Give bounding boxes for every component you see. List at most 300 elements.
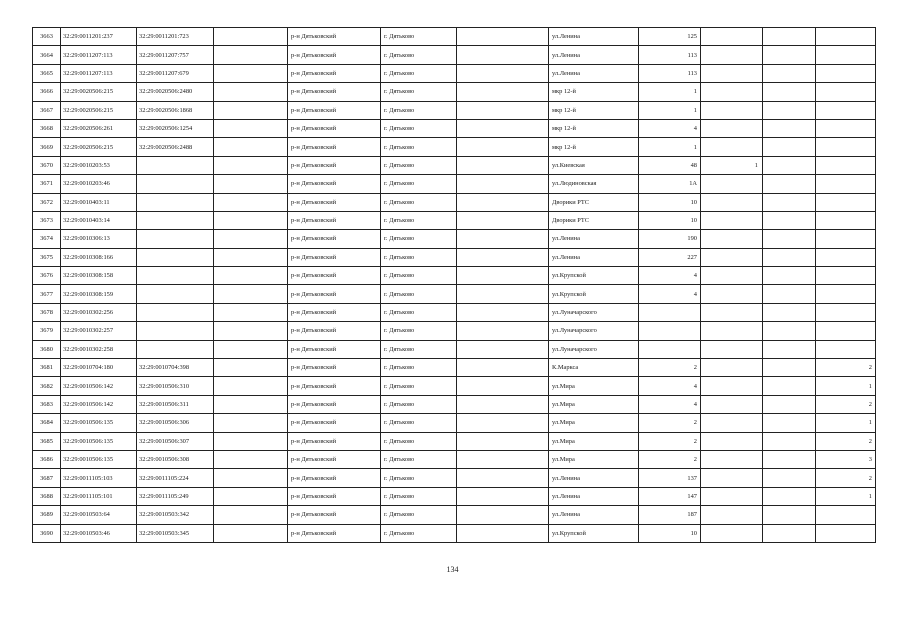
street-cell: ул.Мира [549,432,639,450]
row-number-cell: 3668 [33,119,61,137]
empty-cell [457,506,549,524]
street-cell: ул.Крупской [549,285,639,303]
empty-cell [214,28,288,46]
parcel-number-cell: 32:29:0010306:13 [61,230,137,248]
district-cell: р-н Дятьковский [288,377,381,395]
table-row [33,267,876,285]
unit-number-cell [816,175,876,193]
extra-number-cell: 1 [701,156,763,174]
extra-number-cell [701,83,763,101]
row-number-cell: 3675 [33,248,61,266]
parcel-number-cell: 32:29:0010203:53 [61,156,137,174]
district-cell: р-н Дятьковский [288,230,381,248]
extra-number-cell [701,506,763,524]
unit-number-cell [816,193,876,211]
parcel-number-cell: 32:29:0010203:46 [61,175,137,193]
street-cell: ул.Ленина [549,28,639,46]
district-cell: р-н Дятьковский [288,487,381,505]
table-body [33,28,876,543]
city-cell: г. Дятьково [381,156,457,174]
row-number-cell: 3682 [33,377,61,395]
empty-cell [214,138,288,156]
street-cell: ул.Мира [549,450,639,468]
empty-cell [214,469,288,487]
empty-cell [763,524,816,542]
extra-number-cell [701,28,763,46]
district-cell: р-н Дятьковский [288,395,381,413]
city-cell: г. Дятьково [381,487,457,505]
object-number-cell [137,156,214,174]
empty-cell [214,506,288,524]
object-number-cell: 32:29:0020506:1254 [137,119,214,137]
empty-cell [457,193,549,211]
extra-number-cell [701,211,763,229]
object-number-cell [137,211,214,229]
object-number-cell: 32:29:0011207:757 [137,46,214,64]
unit-number-cell: 2 [816,395,876,413]
empty-cell [214,101,288,119]
extra-number-cell [701,138,763,156]
empty-cell [457,64,549,82]
parcel-number-cell: 32:29:0010403:11 [61,193,137,211]
unit-number-cell [816,83,876,101]
district-cell: р-н Дятьковский [288,432,381,450]
unit-number-cell: 2 [816,469,876,487]
extra-number-cell [701,469,763,487]
unit-number-cell [816,211,876,229]
empty-cell [457,377,549,395]
table-row [33,377,876,395]
extra-number-cell [701,267,763,285]
city-cell: г. Дятьково [381,340,457,358]
street-cell: ул.Ленина [549,469,639,487]
city-cell: г. Дятьково [381,64,457,82]
street-cell: ул.Ленина [549,506,639,524]
street-cell: Дворики РТС [549,193,639,211]
empty-cell [457,432,549,450]
parcel-number-cell: 32:29:0010302:257 [61,322,137,340]
empty-cell [763,377,816,395]
empty-cell [214,340,288,358]
row-number-cell: 3689 [33,506,61,524]
empty-cell [214,46,288,64]
table-row [33,395,876,413]
extra-number-cell [701,64,763,82]
row-number-cell: 3684 [33,414,61,432]
city-cell: г. Дятьково [381,46,457,64]
city-cell: г. Дятьково [381,377,457,395]
house-number-cell: 1 [639,83,701,101]
table-row [33,432,876,450]
parcel-number-cell: 32:29:0020506:215 [61,83,137,101]
object-number-cell: 32:29:0010503:342 [137,506,214,524]
empty-cell [763,340,816,358]
empty-cell [763,101,816,119]
house-number-cell: 1 [639,101,701,119]
table-row [33,340,876,358]
extra-number-cell [701,119,763,137]
empty-cell [214,395,288,413]
house-number-cell: 4 [639,377,701,395]
district-cell: р-н Дятьковский [288,303,381,321]
unit-number-cell: 3 [816,450,876,468]
table-row [33,46,876,64]
extra-number-cell [701,395,763,413]
object-number-cell: 32:29:0011207:679 [137,64,214,82]
row-number-cell: 3679 [33,322,61,340]
city-cell: г. Дятьково [381,119,457,137]
row-number-cell: 3680 [33,340,61,358]
unit-number-cell [816,322,876,340]
house-number-cell: 113 [639,46,701,64]
row-number-cell: 3672 [33,193,61,211]
empty-cell [763,119,816,137]
unit-number-cell [816,64,876,82]
empty-cell [214,211,288,229]
city-cell: г. Дятьково [381,414,457,432]
parcel-number-cell: 32:29:0010302:256 [61,303,137,321]
street-cell: ул.Ленина [549,46,639,64]
table-row [33,506,876,524]
row-number-cell: 3690 [33,524,61,542]
unit-number-cell [816,267,876,285]
extra-number-cell [701,432,763,450]
street-cell: ул.Людиновская [549,175,639,193]
unit-number-cell [816,156,876,174]
city-cell: г. Дятьково [381,83,457,101]
empty-cell [214,359,288,377]
empty-cell [214,303,288,321]
house-number-cell: 113 [639,64,701,82]
unit-number-cell: 2 [816,359,876,377]
registry-table-container [32,27,875,543]
extra-number-cell [701,285,763,303]
city-cell: г. Дятьково [381,193,457,211]
object-number-cell [137,340,214,358]
table-row [33,83,876,101]
street-cell: ул.Мира [549,414,639,432]
empty-cell [763,469,816,487]
table-row [33,285,876,303]
city-cell: г. Дятьково [381,267,457,285]
street-cell: ул.Ленина [549,248,639,266]
district-cell: р-н Дятьковский [288,193,381,211]
table-row [33,211,876,229]
district-cell: р-н Дятьковский [288,340,381,358]
street-cell: ул.Киевская [549,156,639,174]
street-cell: мкр 12-й [549,119,639,137]
house-number-cell: 2 [639,432,701,450]
empty-cell [763,46,816,64]
unit-number-cell: 2 [816,432,876,450]
row-number-cell: 3677 [33,285,61,303]
empty-cell [457,119,549,137]
unit-number-cell [816,524,876,542]
district-cell: р-н Дятьковский [288,64,381,82]
unit-number-cell [816,303,876,321]
row-number-cell: 3676 [33,267,61,285]
house-number-cell [639,322,701,340]
district-cell: р-н Дятьковский [288,175,381,193]
unit-number-cell [816,119,876,137]
empty-cell [457,83,549,101]
district-cell: р-н Дятьковский [288,322,381,340]
street-cell: мкр 12-й [549,83,639,101]
house-number-cell [639,340,701,358]
object-number-cell [137,285,214,303]
empty-cell [763,175,816,193]
table-row [33,450,876,468]
row-number-cell: 3670 [33,156,61,174]
house-number-cell: 4 [639,395,701,413]
parcel-number-cell: 32:29:0020506:215 [61,138,137,156]
house-number-cell: 190 [639,230,701,248]
city-cell: г. Дятьково [381,303,457,321]
extra-number-cell [701,230,763,248]
object-number-cell [137,230,214,248]
parcel-number-cell: 32:29:0010308:158 [61,267,137,285]
table-row [33,524,876,542]
empty-cell [214,487,288,505]
extra-number-cell [701,193,763,211]
row-number-cell: 3678 [33,303,61,321]
empty-cell [214,83,288,101]
parcel-number-cell: 32:29:0011201:237 [61,28,137,46]
extra-number-cell [701,340,763,358]
empty-cell [763,450,816,468]
district-cell: р-н Дятьковский [288,156,381,174]
registry-table [32,27,876,543]
empty-cell [214,248,288,266]
object-number-cell: 32:29:0010704:398 [137,359,214,377]
district-cell: р-н Дятьковский [288,119,381,137]
empty-cell [763,506,816,524]
street-cell: ул.Ленина [549,487,639,505]
extra-number-cell [701,487,763,505]
street-cell: ул.Мира [549,395,639,413]
street-cell: ул.Луначарского [549,303,639,321]
street-cell: ул.Мира [549,377,639,395]
empty-cell [763,28,816,46]
district-cell: р-н Дятьковский [288,248,381,266]
street-cell: мкр 12-й [549,101,639,119]
table-row [33,119,876,137]
house-number-cell: 4 [639,285,701,303]
empty-cell [214,377,288,395]
empty-cell [457,395,549,413]
table-row [33,322,876,340]
house-number-cell: 2 [639,414,701,432]
parcel-number-cell: 32:29:0010506:135 [61,450,137,468]
parcel-number-cell: 32:29:0010506:142 [61,377,137,395]
street-cell: ул.Ленина [549,64,639,82]
empty-cell [214,119,288,137]
street-cell: мкр 12-й [549,138,639,156]
empty-cell [457,230,549,248]
extra-number-cell [701,377,763,395]
empty-cell [457,175,549,193]
empty-cell [214,175,288,193]
unit-number-cell: 1 [816,487,876,505]
object-number-cell: 32:29:0020506:1868 [137,101,214,119]
empty-cell [214,230,288,248]
table-row [33,193,876,211]
row-number-cell: 3686 [33,450,61,468]
extra-number-cell [701,46,763,64]
house-number-cell: 10 [639,524,701,542]
object-number-cell: 32:29:0010506:310 [137,377,214,395]
district-cell: р-н Дятьковский [288,450,381,468]
district-cell: р-н Дятьковский [288,506,381,524]
empty-cell [457,359,549,377]
object-number-cell: 32:29:0020506:2488 [137,138,214,156]
unit-number-cell [816,138,876,156]
house-number-cell: 2 [639,359,701,377]
row-number-cell: 3674 [33,230,61,248]
extra-number-cell [701,359,763,377]
empty-cell [457,487,549,505]
table-row [33,64,876,82]
table-row [33,230,876,248]
empty-cell [214,524,288,542]
empty-cell [457,211,549,229]
city-cell: г. Дятьково [381,175,457,193]
street-cell: ул.Ленина [549,230,639,248]
row-number-cell: 3665 [33,64,61,82]
parcel-number-cell: 32:29:0010403:14 [61,211,137,229]
city-cell: г. Дятьково [381,524,457,542]
house-number-cell: 187 [639,506,701,524]
city-cell: г. Дятьково [381,138,457,156]
parcel-number-cell: 32:29:0010308:159 [61,285,137,303]
parcel-number-cell: 32:29:0010506:135 [61,432,137,450]
district-cell: р-н Дятьковский [288,469,381,487]
row-number-cell: 3667 [33,101,61,119]
row-number-cell: 3688 [33,487,61,505]
empty-cell [763,64,816,82]
parcel-number-cell: 32:29:0011207:113 [61,64,137,82]
street-cell: ул.Крупской [549,267,639,285]
empty-cell [214,450,288,468]
house-number-cell: 227 [639,248,701,266]
empty-cell [457,450,549,468]
empty-cell [214,322,288,340]
table-row [33,303,876,321]
extra-number-cell [701,322,763,340]
object-number-cell: 32:29:0011201:723 [137,28,214,46]
object-number-cell: 32:29:0010503:345 [137,524,214,542]
object-number-cell: 32:29:0010506:306 [137,414,214,432]
street-cell: К.Маркса [549,359,639,377]
empty-cell [763,414,816,432]
parcel-number-cell: 32:29:0010302:258 [61,340,137,358]
empty-cell [763,359,816,377]
extra-number-cell [701,175,763,193]
empty-cell [457,101,549,119]
row-number-cell: 3685 [33,432,61,450]
empty-cell [457,46,549,64]
empty-cell [763,138,816,156]
object-number-cell: 32:29:0010506:308 [137,450,214,468]
parcel-number-cell: 32:29:0011105:103 [61,469,137,487]
parcel-number-cell: 32:29:0010506:142 [61,395,137,413]
parcel-number-cell: 32:29:0010704:180 [61,359,137,377]
city-cell: г. Дятьково [381,469,457,487]
empty-cell [763,83,816,101]
table-row [33,469,876,487]
empty-cell [214,432,288,450]
city-cell: г. Дятьково [381,211,457,229]
row-number-cell: 3681 [33,359,61,377]
house-number-cell: 4 [639,267,701,285]
extra-number-cell [701,248,763,266]
table-row [33,156,876,174]
house-number-cell: 137 [639,469,701,487]
city-cell: г. Дятьково [381,322,457,340]
city-cell: г. Дятьково [381,101,457,119]
city-cell: г. Дятьково [381,28,457,46]
city-cell: г. Дятьково [381,285,457,303]
house-number-cell: 10 [639,193,701,211]
parcel-number-cell: 32:29:0010308:166 [61,248,137,266]
object-number-cell [137,248,214,266]
empty-cell [457,469,549,487]
parcel-number-cell: 32:29:0011105:101 [61,487,137,505]
empty-cell [457,285,549,303]
unit-number-cell [816,28,876,46]
empty-cell [763,303,816,321]
empty-cell [457,248,549,266]
object-number-cell [137,267,214,285]
empty-cell [214,156,288,174]
city-cell: г. Дятьково [381,359,457,377]
parcel-number-cell: 32:29:0010503:46 [61,524,137,542]
house-number-cell: 10 [639,211,701,229]
row-number-cell: 3671 [33,175,61,193]
district-cell: р-н Дятьковский [288,285,381,303]
parcel-number-cell: 32:29:0010503:64 [61,506,137,524]
row-number-cell: 3683 [33,395,61,413]
unit-number-cell: 1 [816,414,876,432]
empty-cell [457,340,549,358]
empty-cell [763,248,816,266]
house-number-cell: 4 [639,119,701,137]
object-number-cell [137,322,214,340]
district-cell: р-н Дятьковский [288,46,381,64]
parcel-number-cell: 32:29:0010506:135 [61,414,137,432]
empty-cell [214,267,288,285]
table-row [33,248,876,266]
house-number-cell: 125 [639,28,701,46]
district-cell: р-н Дятьковский [288,138,381,156]
empty-cell [763,211,816,229]
city-cell: г. Дятьково [381,395,457,413]
empty-cell [763,322,816,340]
district-cell: р-н Дятьковский [288,83,381,101]
house-number-cell: 1А [639,175,701,193]
object-number-cell: 32:29:0011105:224 [137,469,214,487]
object-number-cell [137,193,214,211]
object-number-cell [137,175,214,193]
empty-cell [457,414,549,432]
object-number-cell: 32:29:0010506:307 [137,432,214,450]
unit-number-cell [816,101,876,119]
object-number-cell: 32:29:0010506:311 [137,395,214,413]
district-cell: р-н Дятьковский [288,267,381,285]
empty-cell [214,64,288,82]
extra-number-cell [701,524,763,542]
parcel-number-cell: 32:29:0020506:261 [61,119,137,137]
